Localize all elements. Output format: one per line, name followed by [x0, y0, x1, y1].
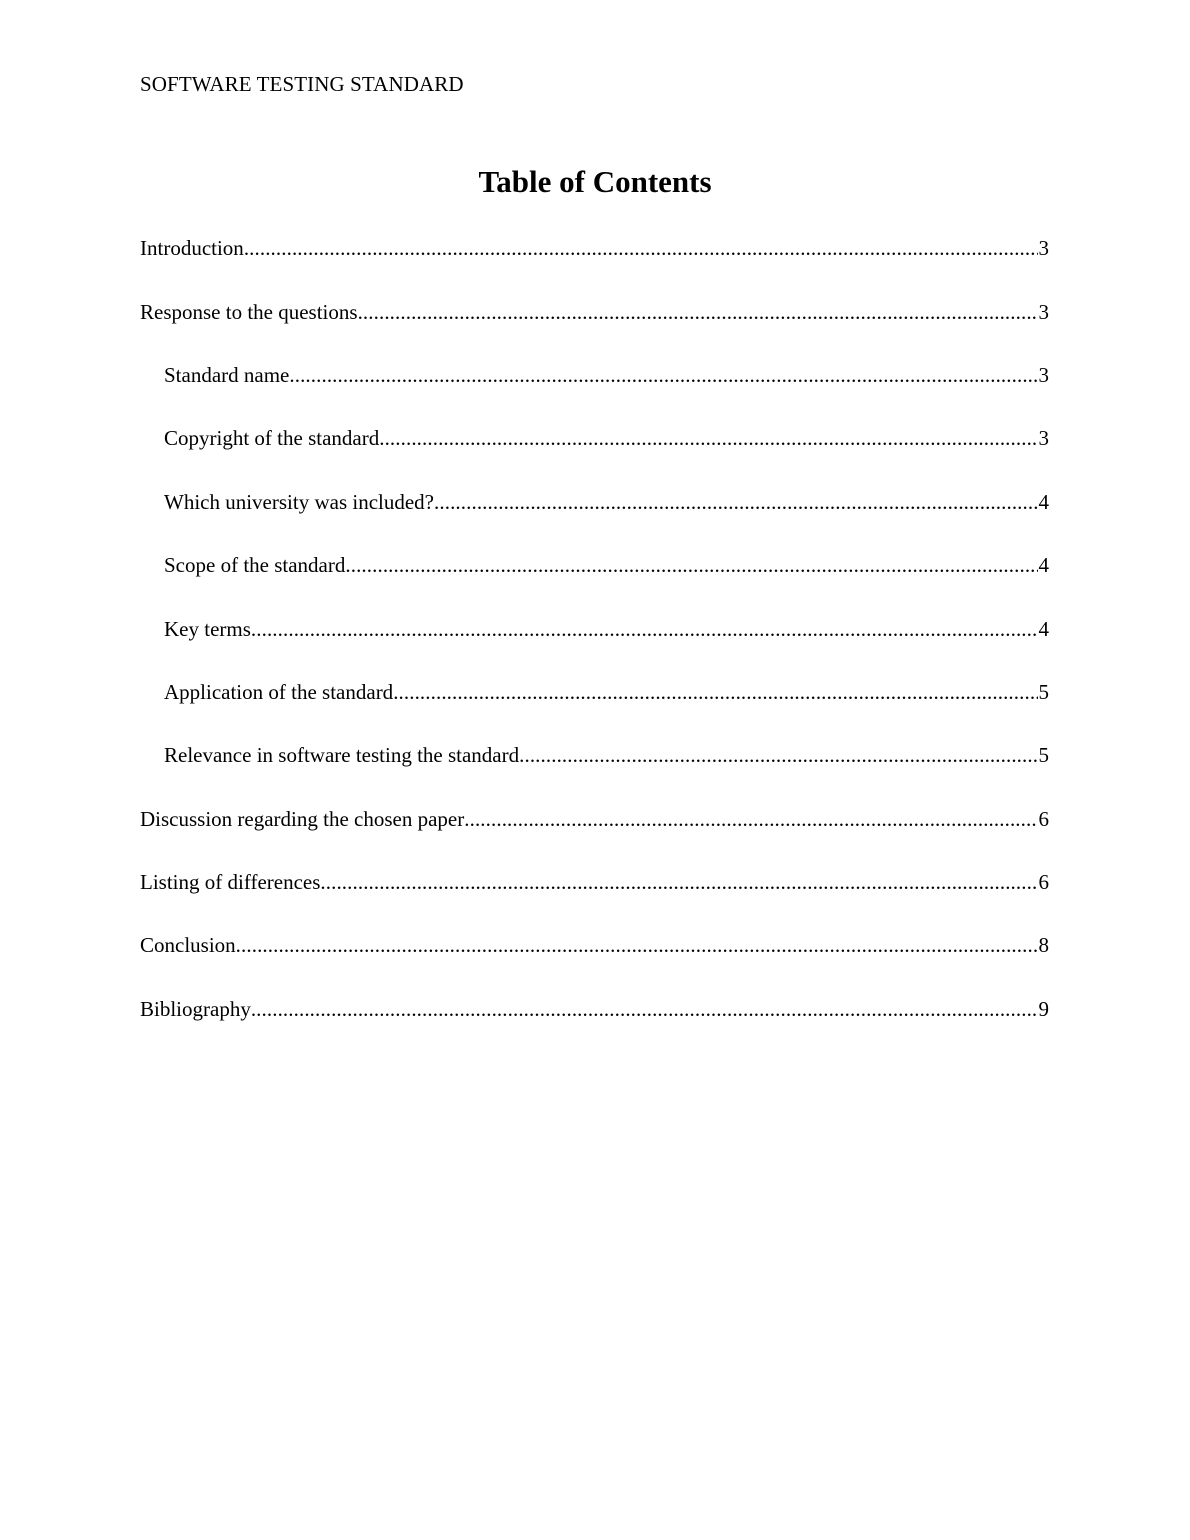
toc-entry-page: 4	[1038, 617, 1049, 641]
toc-entry-copyright[interactable]	[164, 424, 1049, 452]
toc-entry-page: 4	[1038, 490, 1049, 514]
dot-leader	[464, 805, 1037, 833]
toc-entry-label: Copyright of the standard	[164, 426, 380, 450]
toc-entry-page: 8	[1038, 933, 1049, 957]
toc-entry-label: Application of the standard	[164, 680, 394, 704]
dot-leader	[434, 488, 1037, 516]
toc-entry-label: Relevance in software testing the standard	[164, 743, 520, 767]
running-header: SOFTWARE TESTING STANDARD	[140, 72, 464, 96]
toc-entry-label: Which university was included?	[164, 490, 435, 514]
toc-entry-introduction[interactable]	[140, 234, 1049, 262]
dot-leader	[379, 424, 1037, 452]
toc-entry-label: Scope of the standard	[164, 553, 346, 577]
toc-entry-page: 3	[1038, 236, 1049, 260]
dot-leader	[236, 931, 1038, 959]
dot-leader	[393, 678, 1037, 706]
toc-entry-conclusion[interactable]	[140, 931, 1049, 959]
toc-entry-page: 3	[1038, 300, 1049, 324]
toc-entry-relevance[interactable]	[164, 741, 1049, 769]
toc-title: Table of Contents	[478, 164, 712, 199]
dot-leader	[519, 741, 1037, 769]
toc-entry-differences[interactable]	[140, 868, 1049, 896]
toc-entry-page: 5	[1038, 680, 1049, 704]
toc-entry-key-terms[interactable]	[164, 615, 1049, 643]
toc-entry-page: 9	[1038, 997, 1049, 1021]
toc-entry-label: Discussion regarding the chosen paper	[140, 807, 465, 831]
dot-leader	[251, 615, 1038, 643]
toc-entry-standard-name[interactable]	[164, 361, 1049, 389]
toc-entry-bibliography[interactable]	[140, 995, 1049, 1023]
toc-entry-label: Introduction	[140, 236, 244, 260]
dot-leader	[289, 361, 1037, 389]
toc-entry-label: Bibliography	[140, 997, 251, 1021]
toc-entry-response-to-questions[interactable]	[140, 298, 1049, 326]
dot-leader	[358, 298, 1038, 326]
toc-entry-scope[interactable]	[164, 551, 1049, 579]
toc-entry-application[interactable]	[164, 678, 1049, 706]
toc-entry-page: 4	[1038, 553, 1049, 577]
dot-leader	[251, 995, 1038, 1023]
toc-entry-university[interactable]	[164, 488, 1049, 516]
toc-entry-discussion[interactable]	[140, 805, 1049, 833]
toc-entry-page: 5	[1038, 743, 1049, 767]
dot-leader	[345, 551, 1037, 579]
toc-entry-page: 3	[1038, 363, 1049, 387]
toc-entry-label: Standard name	[164, 363, 290, 387]
toc-entry-label: Response to the questions	[140, 300, 358, 324]
toc-entry-page: 3	[1038, 426, 1049, 450]
toc-entry-label: Conclusion	[140, 933, 236, 957]
toc-entry-page: 6	[1038, 807, 1049, 831]
toc-entry-label: Key terms	[164, 617, 251, 641]
toc-entry-page: 6	[1038, 870, 1049, 894]
toc-entry-label: Listing of differences	[140, 870, 321, 894]
dot-leader	[320, 868, 1037, 896]
dot-leader	[244, 234, 1038, 262]
